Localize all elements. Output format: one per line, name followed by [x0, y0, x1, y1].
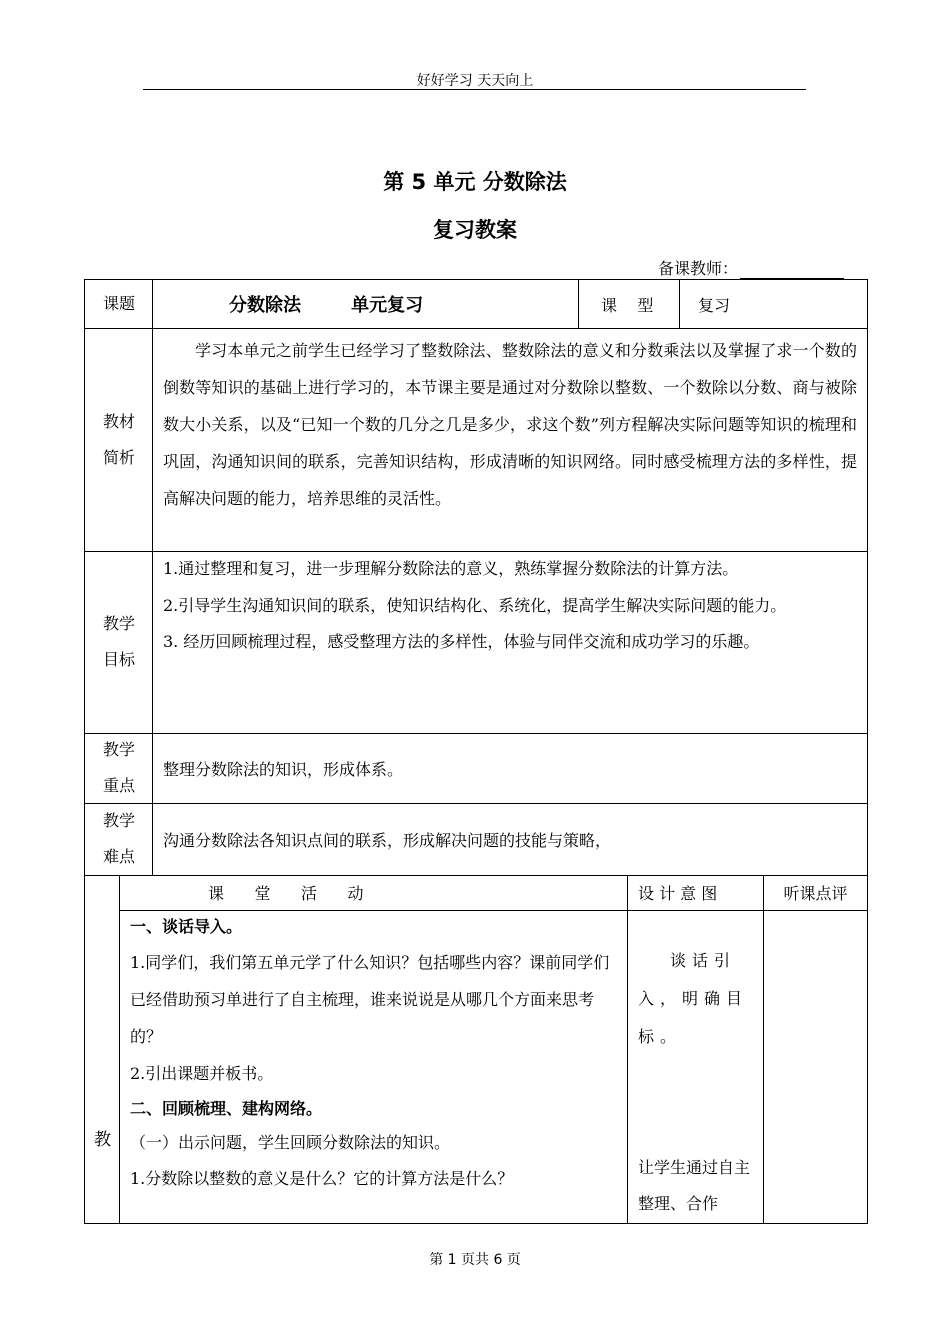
activity-line: 2.引出课题并板书。	[130, 1064, 274, 1083]
page-header-motto: 好好学习 天天向上	[416, 73, 534, 89]
goals-label: 教学目标	[102, 614, 135, 669]
goals-label-cell	[84, 551, 153, 734]
page-footer: 第 1 页共 6 页	[429, 1252, 521, 1268]
intent-cell	[627, 910, 764, 1224]
activity-header-cell	[119, 875, 628, 911]
activity-header: 课 堂 活 动	[208, 884, 364, 903]
type-value: 复习	[698, 295, 731, 315]
intent-header: 设 计 意 图	[638, 884, 718, 903]
analysis-cell	[152, 328, 868, 552]
header-rule	[143, 89, 806, 90]
activity-line: 二、回顾梳理、建构网络。	[130, 1099, 323, 1118]
process-label-cell	[84, 875, 120, 1224]
activity-line: 1.同学们，我们第五单元学了什么知识？包括哪些内容？课前同学们已经借助预习单进行了自主梳理，谁来说说是从哪几个方面来思考的？	[130, 953, 610, 1046]
analysis-text: 学习本单元之前学生已经学习了整数除法、整数除法的意义和分数乘法以及掌握了求一个数的倒数等知识的基础上进行学习的，本节课主要是通过对分数除以整数、一个数除以分数、商与被除数大小关系，以及“已知一个数的几分之几是多少，求这个数”列方程解决实际问题等知识的梳理和巩固，沟通知识间的联系，完善知识结构，形成清晰的知识网络。同时感受梳理方法的多样性，提高解决问题的能力，培养思维的灵活性。	[163, 341, 857, 508]
intent-text-1: 谈话引入，明确目标。	[638, 951, 749, 1046]
type-label: 课 型	[601, 295, 654, 315]
analysis-label: 教材简析	[102, 411, 135, 467]
difficulty-text: 沟通分数除法各知识点间的联系，形成解决问题的技能与策略，	[163, 830, 612, 850]
key-text: 整理分数除法的知识，形成体系。	[163, 759, 404, 779]
activity-line: 一、谈话导入。	[130, 917, 243, 936]
type-value-cell	[679, 279, 868, 329]
key-label-cell	[84, 733, 153, 804]
review-cell[interactable]	[763, 910, 868, 1224]
difficulty-label: 教学难点	[102, 811, 135, 866]
topic-label-cell	[84, 279, 153, 329]
goal-item: 1.通过整理和复习，进一步理解分数除法的意义，熟练掌握分数除法的计算方法。	[163, 559, 739, 578]
intent-header-cell	[627, 875, 764, 911]
difficulty-label-cell	[84, 803, 153, 876]
review-header-cell	[763, 875, 868, 911]
goal-item: 2.引导学生沟通知识间的联系，使知识结构化、系统化，提高学生解决实际问题的能力。	[163, 595, 787, 615]
key-cell	[152, 733, 868, 804]
key-label: 教学重点	[102, 740, 135, 795]
teacher-field	[658, 256, 844, 279]
plan-title: 复习教案	[433, 218, 517, 242]
teacher-label: 备课教师：	[658, 259, 739, 278]
activity-line: （一）出示问题，学生回顾分数除法的知识。	[130, 1133, 451, 1152]
activity-line: 1.分数除以整数的意义是什么？它的计算方法是什么？	[130, 1169, 514, 1188]
goals-cell	[152, 551, 868, 734]
unit-title: 第 5 单元 分数除法	[383, 170, 567, 194]
difficulty-cell	[152, 803, 868, 876]
process-label: 教	[94, 1130, 111, 1150]
goal-item: 3. 经历回顾梳理过程，感受整理方法的多样性，体验与同伴交流和成功学习的乐趣。	[163, 632, 760, 651]
type-label-cell	[578, 279, 680, 329]
intent-text-2: 让学生通过自主整理、合作	[638, 1158, 751, 1213]
review-header: 听课点评	[783, 884, 848, 903]
topic-value: 分数除法 单元复习	[229, 295, 424, 316]
topic-value-cell	[152, 279, 579, 329]
topic-label: 课题	[102, 294, 135, 313]
teacher-blank	[740, 262, 844, 279]
activity-cell	[119, 910, 628, 1224]
analysis-label-cell	[84, 328, 153, 552]
